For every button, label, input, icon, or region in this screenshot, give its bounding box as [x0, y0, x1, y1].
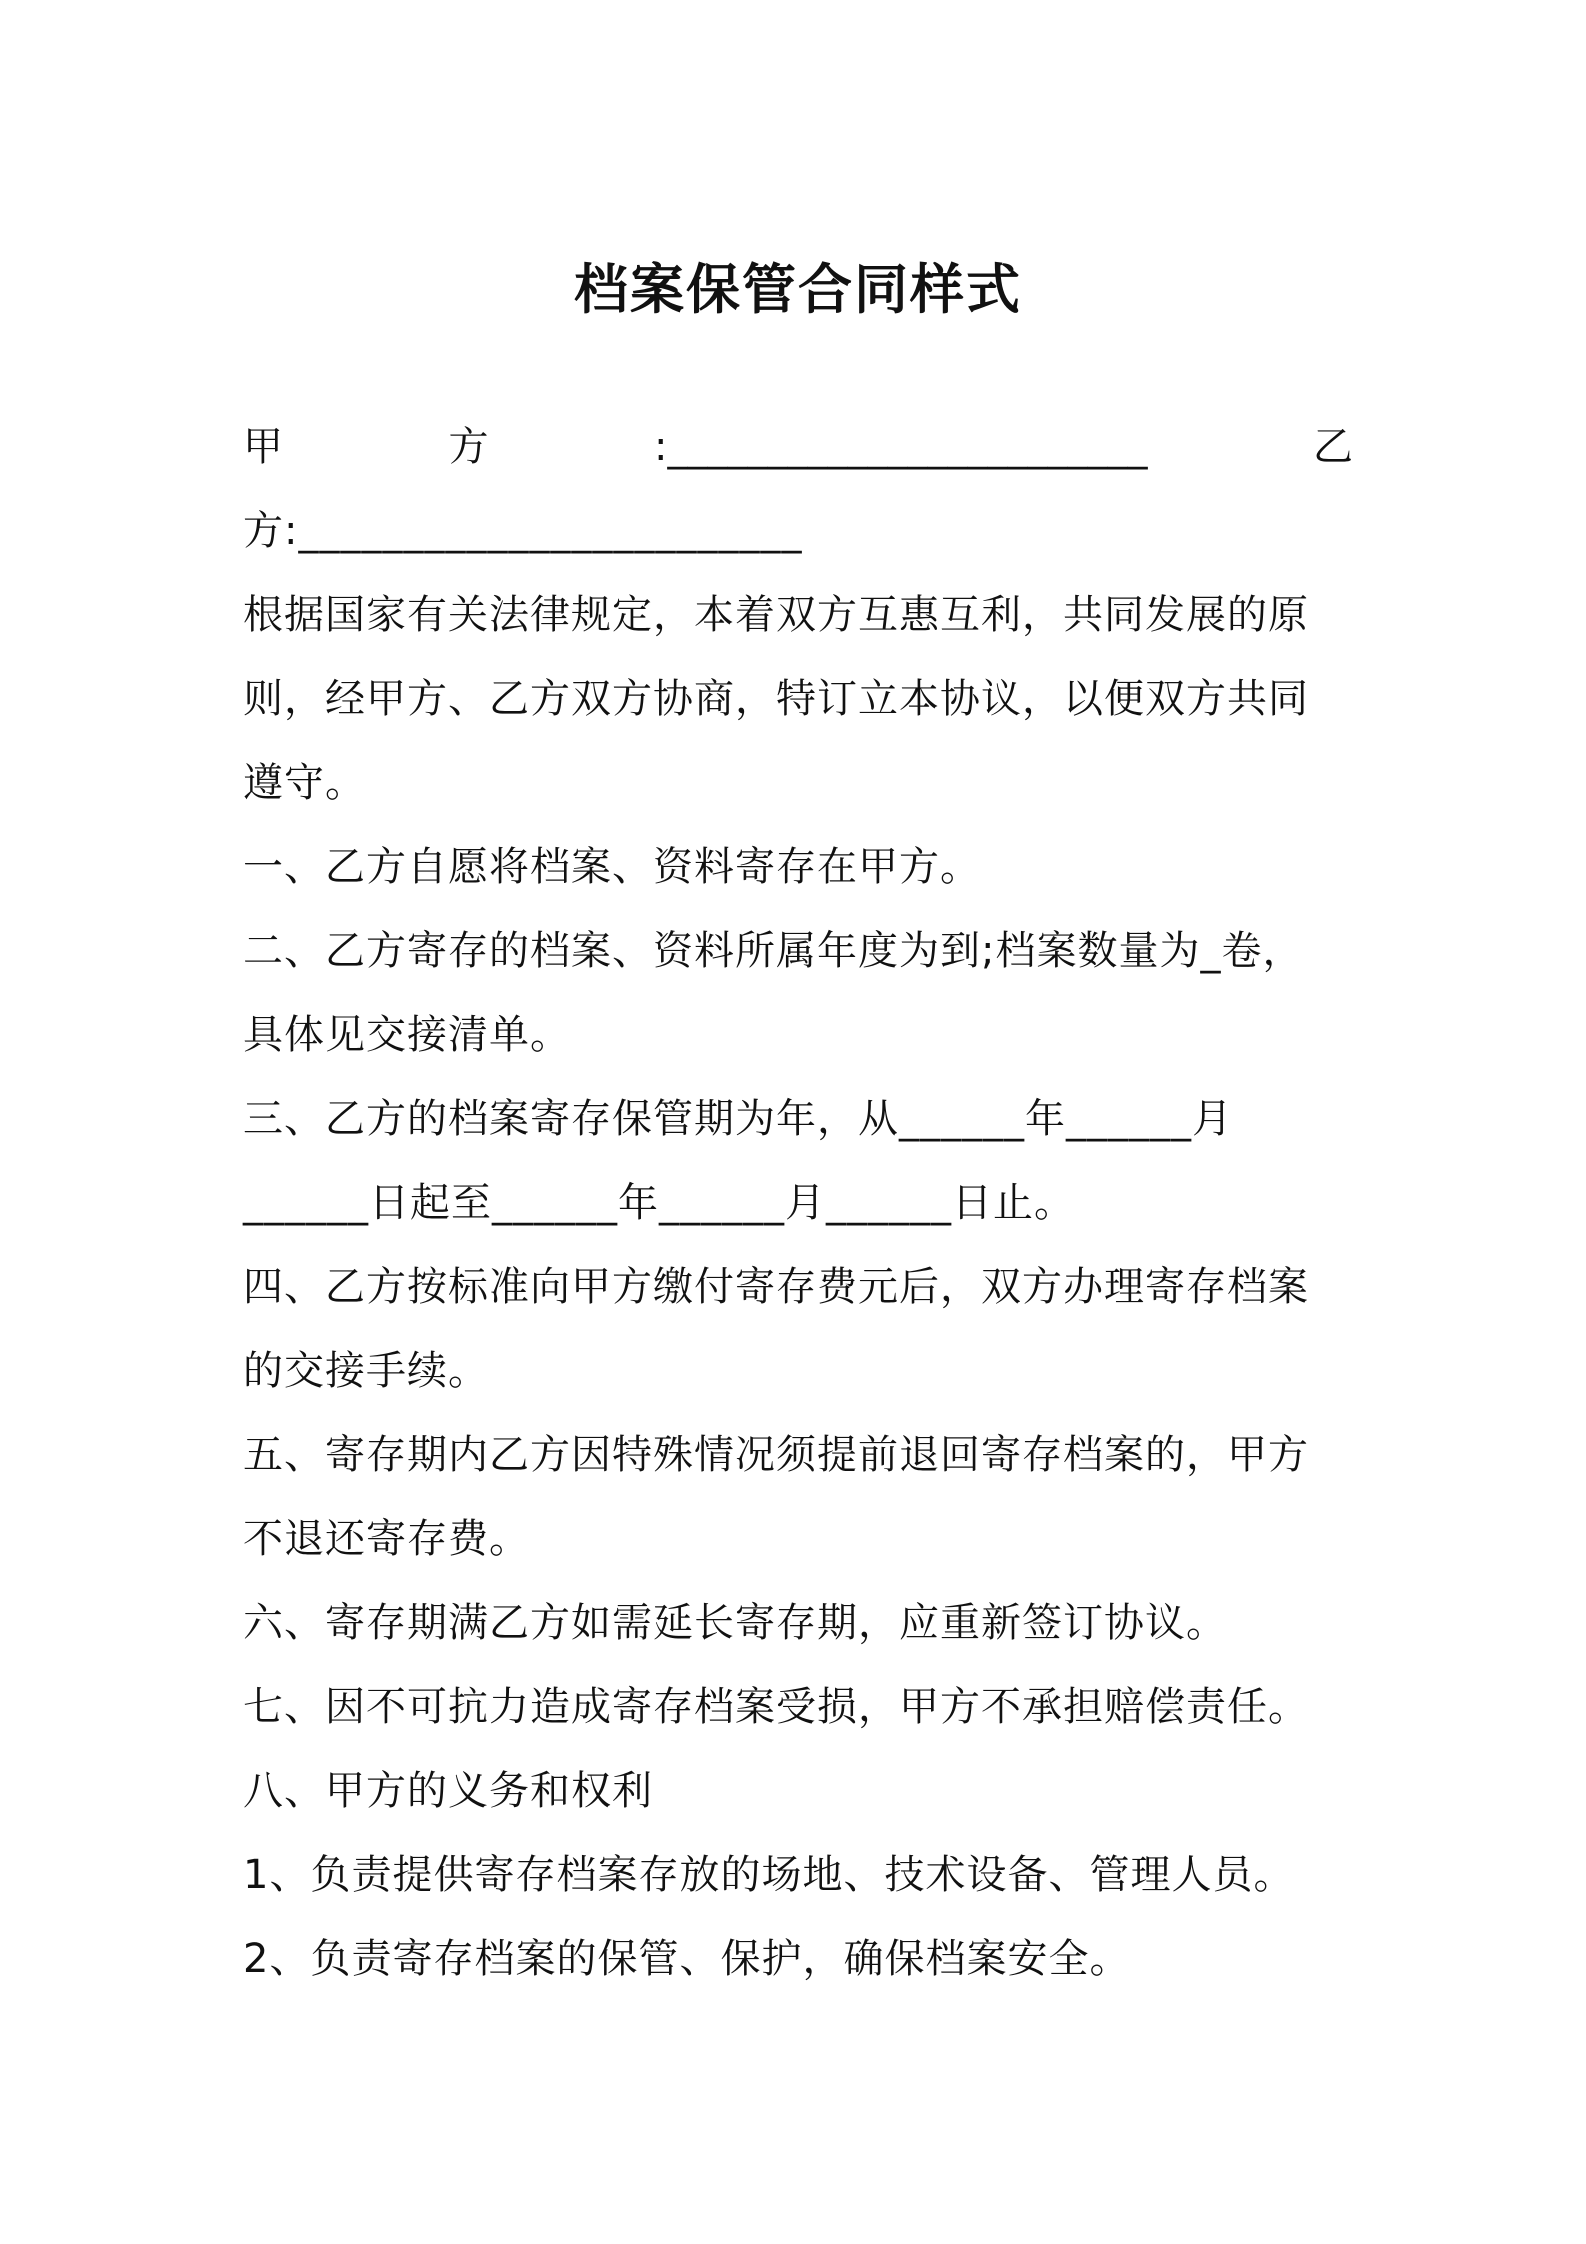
text-line: 六、寄存期满乙方如需延长寄存期，应重新签订协议。 — [243, 1600, 1227, 1646]
text-line: 方:________________________ — [243, 508, 803, 554]
text-line: 不退还寄存费。 — [243, 1516, 530, 1562]
text-line: 五、寄存期内乙方因特殊情况须提前退回寄存档案的，甲方 — [243, 1432, 1309, 1478]
text-line: 四、乙方按标准向甲方缴付寄存费元后，双方办理寄存档案 — [243, 1264, 1309, 1310]
text-line: 八、甲方的义务和权利 — [243, 1768, 653, 1814]
text-line: 根据国家有关法律规定，本着双方互惠互利，共同发展的原 — [243, 592, 1309, 638]
text-line: 具体见交接清单。 — [243, 1012, 571, 1058]
text-line: 二、乙方寄存的档案、资料所属年度为到;档案数量为_卷， — [243, 928, 1304, 974]
party-a-char-1: 甲 — [243, 424, 283, 470]
text-line: 2、负责寄存档案的保管、保护，确保档案安全。 — [243, 1936, 1131, 1982]
document-title: 档案保管合同样式 — [574, 258, 1022, 321]
document-body — [243, 255, 1353, 2001]
party-a-char-2: 方 — [448, 424, 489, 470]
text-line: 三、乙方的档案寄存保管期为年，从______年______月 — [243, 1096, 1233, 1142]
party-line — [243, 405, 1353, 489]
text-line: ______日起至______年______月______日止。 — [243, 1180, 1075, 1226]
text-line: 一、乙方自愿将档案、资料寄存在甲方。 — [243, 844, 981, 890]
text-line: 遵守。 — [243, 760, 366, 806]
party-a-blank: :________________________ — [654, 424, 1148, 470]
text-line: 则，经甲方、乙方双方协商，特订立本协议，以便双方共同 — [243, 676, 1309, 722]
party-b-char-1: 乙 — [1312, 424, 1353, 470]
text-line: 的交接手续。 — [243, 1348, 489, 1394]
text-line: 七、因不可抗力造成寄存档案受损，甲方不承担赔偿责任。 — [243, 1684, 1309, 1730]
text-line: 1、负责提供寄存档案存放的场地、技术设备、管理人员。 — [243, 1852, 1295, 1898]
